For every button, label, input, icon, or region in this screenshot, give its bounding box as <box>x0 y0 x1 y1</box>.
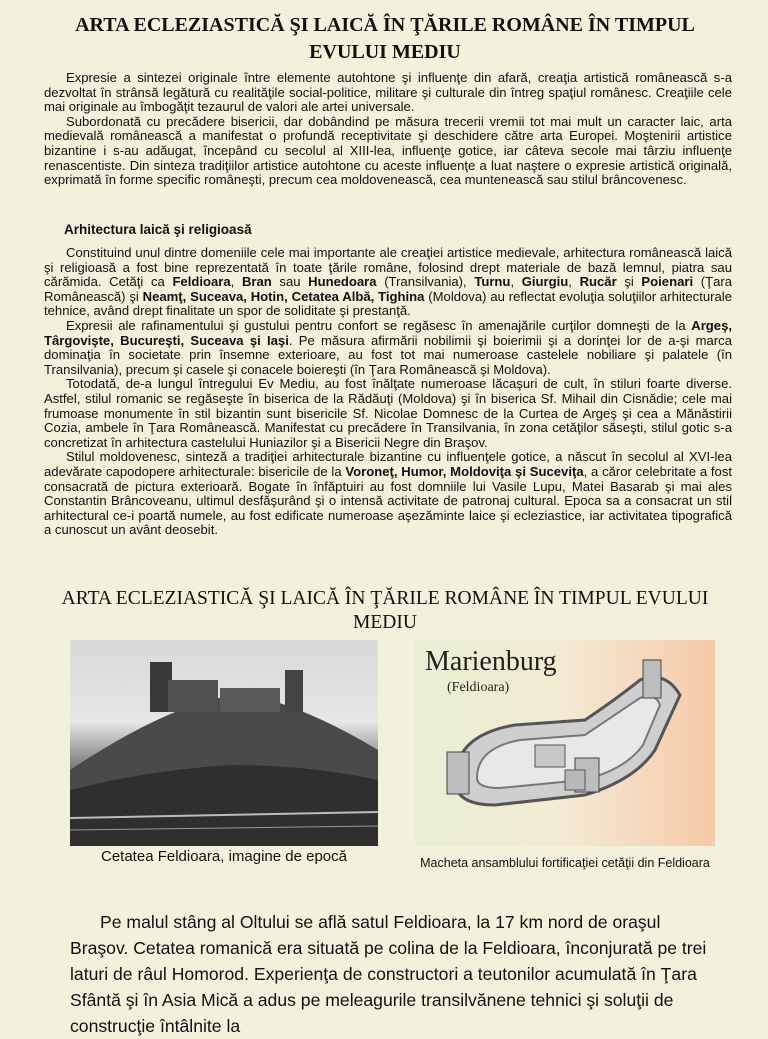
fortress-hill-illustration <box>70 640 378 846</box>
section-heading: Arhitectura laică şi religioasă <box>64 222 252 237</box>
architecture-paragraph-2: Expresii ale rafinamentului şi gustului pentru confort se regăsesc în amenajările curţilor domneşti de la Argeş, Târgovişte, Bucureşti, Suceava şi Iaşi. Pe măsura afirmării nobilimii şi boierimii şi a dorinţei lor de a-şi marca dominaţia în societate prin însemne exterioare, au fost tot mai numeroase castelele nobiliare şi palatele (în Transilvania), precum şi casele şi conacele boiereşti (în Ţara Românească şi Moldova). <box>44 317 732 377</box>
model-label-subtitle: (Feldioara) <box>447 680 510 695</box>
intro-paragraph-2: Subordonată cu precădere bisericii, dar dobândind pe măsura trecerii vremii tot mai mult un caracter laic, arta medievală românească a manifestat o profundă receptivitate şi deschidere către arta Europei. Moştenirii artistice bizantine i s-au adăugat, începând cu secolul al XIII-lea, influenţe gotice, iar câteva secole mai târziu influenţe renascentiste. Din sinteza tradiţiilor artistice autohtone cu aceste influenţe a luat naştere o expresie artistică originală, exprimată în forme specific româneşti, precum cea moldovenească, cea muntenească sau stilul brâncovenesc. <box>44 113 732 188</box>
architecture-paragraph-3: Totodată, de-a lungul întregului Ev Mediu, au fost înălţate numeroase lăcaşuri de cult, în stiluri foarte diverse. Astfel, stilul romanic se regăseşte în biserica de la Rădăuţi (Moldova) şi în biserica Sf. Mihail din Cisnădie; cele mai frumoase monumente în stil bizantin sunt bisericile Sf. Nicolae Domnesc de la Curtea de Argeş şi cea a Mănăstirii Cozia, ambele în Ţara Românească. Manifestat cu precădere în Transilvania, în zona cetăţilor săseşti, stilul gotic s-a concretizat în arhitectura castelului Huniazilor şi a Bisericii Negre din Braşov. <box>44 376 732 450</box>
architecture-paragraph-4: Stilul moldovenesc, sinteză a tradiţiei arhitecturale bizantine cu influenţele gotice, a născut în secolul al XVI-lea adevărate capodopere arhitecturale: bisericile de la Voroneţ, Humor, Moldoviţa şi Suceviţa, a căror celebritate a fost consacrată de pictura exterioară. Bogate în înfăptuiri au fost domniile lui Vasile Lupu, Matei Basarab şi mai ales Constantin Brâncoveanu, ultimul desfăşurând şi o intensă activitate de patronaj cultural. Epoca sa a consacrat un stil arhitectural ce-i poartă numele, au fost edificate numeroase aşezăminte laice şi ecleziastice, iar activitatea tipografică a cunoscut un avânt deosebit. <box>44 449 732 538</box>
model-label-title: Marienburg <box>425 646 557 677</box>
model-caption: Macheta ansamblului fortificaţiei cetăţii din Feldioara <box>420 856 710 870</box>
photo-caption: Cetatea Feldioara, imagine de epocă <box>101 848 347 865</box>
intro-text <box>44 71 732 188</box>
architecture-paragraph-1: Constituind unul dintre domeniile cele mai importante ale creaţiei artistice medievale, arhitectura românească laică şi religioasă a fost bine reprezentată în toate ţările române, folosind drept materiale de bază lemnul, piatra sau cărămida. Cetăţi ca Feldioara, Bran sau Hunedoara (Transilvania), Turnu, Giurgiu, Rucăr şi Poienari (Ţara Românească) şi Neamţ, Suceava, Hotin, Cetatea Albă, Tighina (Moldova) au reflectat evoluţia soluţiilor arhitecturale tehnice, având drept finalitate un spor de soliditate şi prestanţă. <box>44 245 733 319</box>
marienburg-model-image <box>415 640 715 846</box>
architecture-text <box>44 246 732 538</box>
page-title: ARTA ECLEZIASTICĂ ŞI LAICĂ ÎN ŢĂRILE ROMÂNE ÎN TIMPUL EVULUI MEDIU <box>75 14 695 63</box>
feldioara-historic-photo <box>70 640 378 846</box>
intro-paragraph-1: Expresie a sintezei originale între elemente autohtone şi influenţe din afară, creaţia artistică românească s-a dezvoltat în strânsă legătură cu realităţile social-politice, militare şi culturale din întreg spaţiul românesc. Creaţiile cele mai originale au îmbogăţit tezaurul de valori ale artei universale. <box>44 70 732 115</box>
final-text <box>70 909 710 1039</box>
final-paragraph: Pe malul stâng al Oltului se află satul Feldioara, la 17 km nord de oraşul Braşov. Cetatea romanică era situată pe colina de la Feldioara, înconjurată pe trei laturi de râul Homorod. Experienţa de constructori a teutonilor acumulată în Ţara Sfântă şi în Asia Mică a adus pe meleagurile transilvănene tehnici şi soluţii de construcţie întâlnite la <box>70 912 707 1036</box>
second-title: ARTA ECLEZIASTICĂ ŞI LAICĂ ÎN ŢĂRILE ROMÂNE ÎN TIMPUL EVULUI MEDIU <box>61 588 709 633</box>
fortress-model-illustration <box>415 640 715 846</box>
